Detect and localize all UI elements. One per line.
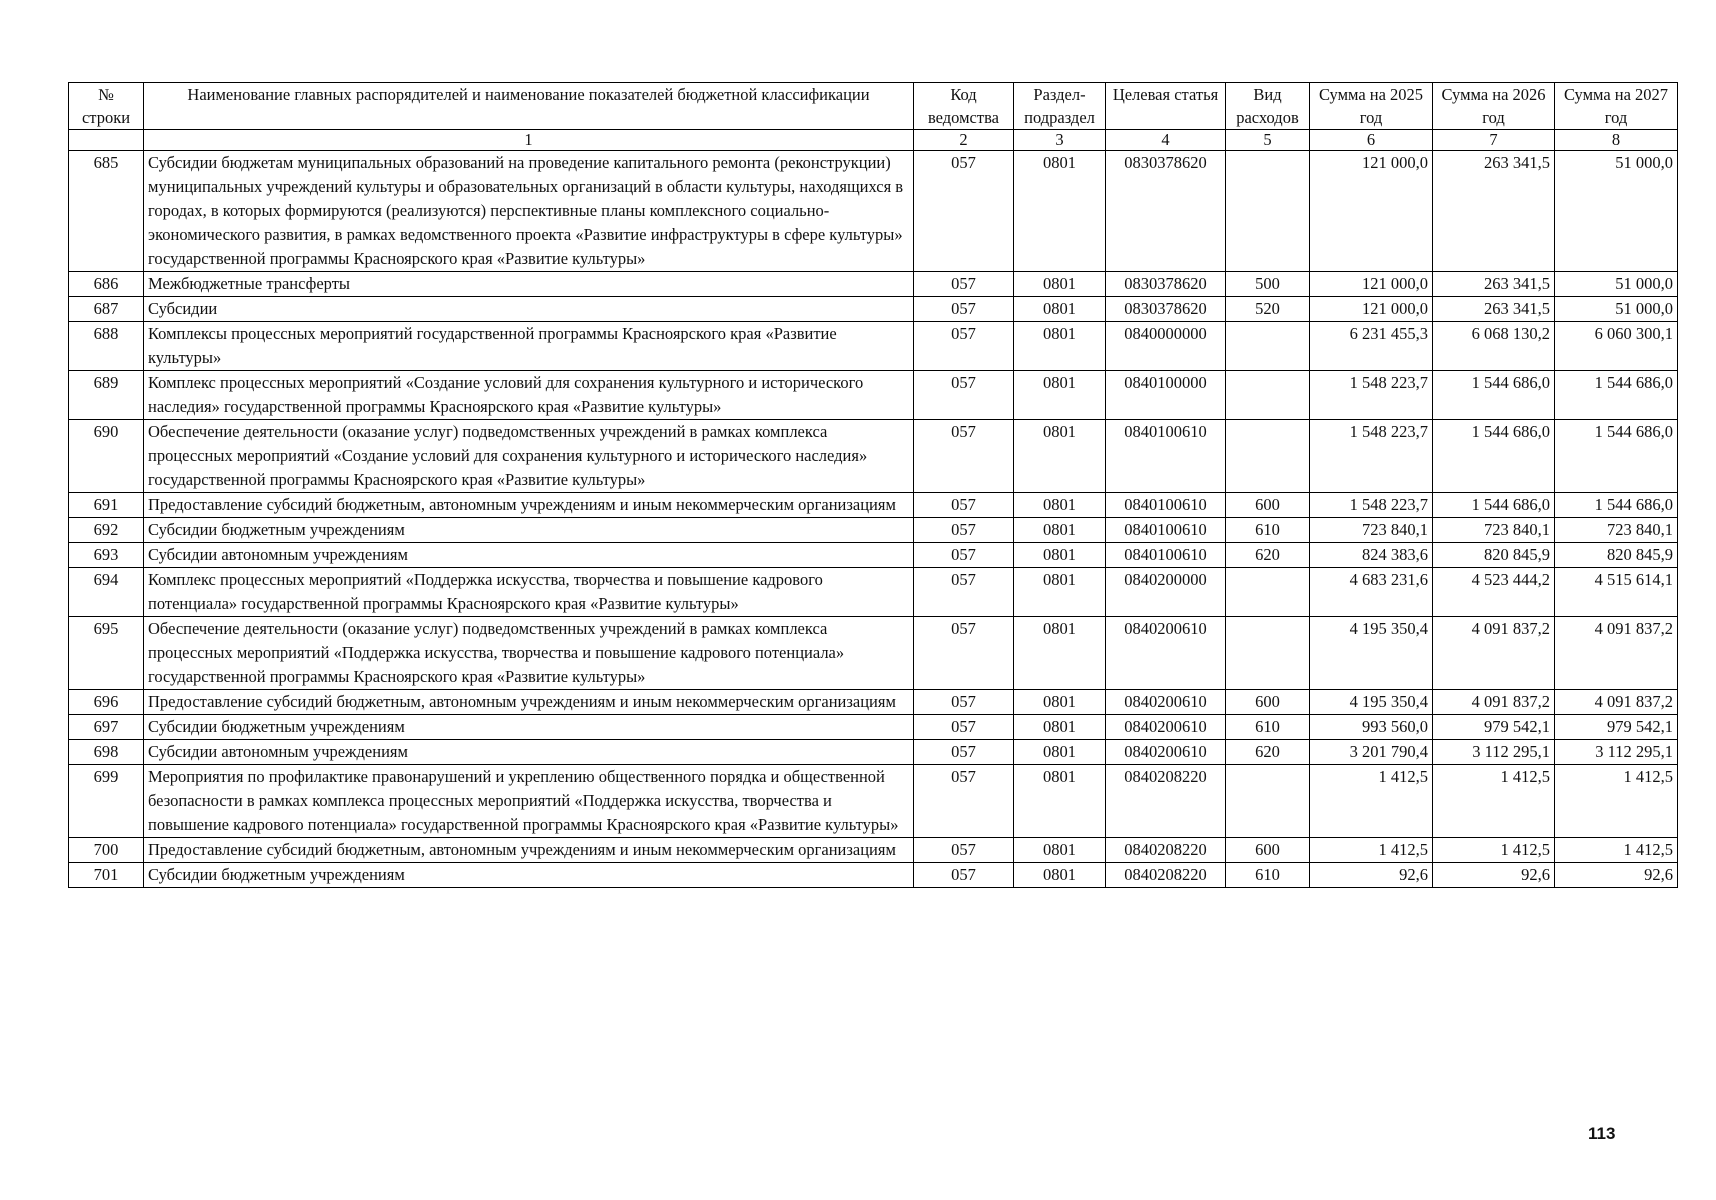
sum-2026-cell: 1 412,5 [1433,838,1555,863]
expense-type-cell: 600 [1226,493,1310,518]
column-number: 2 [914,130,1014,151]
expense-type-cell: 620 [1226,740,1310,765]
expense-type-cell: 610 [1226,518,1310,543]
column-number: 8 [1555,130,1678,151]
column-number: 3 [1014,130,1106,151]
dept-code-cell: 057 [914,297,1014,322]
header-row-number: № строки [69,83,144,130]
name-cell: Субсидии бюджетным учреждениям [144,715,914,740]
sum-2027-cell: 51 000,0 [1555,297,1678,322]
target-cell: 0840208220 [1106,765,1226,838]
sum-2025-cell: 92,6 [1310,863,1433,888]
sum-2026-cell: 92,6 [1433,863,1555,888]
section-cell: 0801 [1014,690,1106,715]
table-row [69,740,1678,765]
target-cell: 0840100610 [1106,420,1226,493]
sum-2026-cell: 4 091 837,2 [1433,690,1555,715]
dept-code-cell: 057 [914,715,1014,740]
section-cell: 0801 [1014,518,1106,543]
column-number [69,130,144,151]
table-row [69,371,1678,420]
sum-2025-cell: 4 683 231,6 [1310,568,1433,617]
name-cell: Межбюджетные трансферты [144,272,914,297]
row-number-cell: 696 [69,690,144,715]
sum-2027-cell: 1 544 686,0 [1555,420,1678,493]
name-cell: Обеспечение деятельности (оказание услуг) подведомственных учреждений в рамках комплекса процессных мероприятий «Создание условий для сохранения культурного и исторического наследия» государственной программы Красноярского края «Развитие культуры» [144,420,914,493]
section-cell: 0801 [1014,371,1106,420]
section-cell: 0801 [1014,420,1106,493]
target-cell: 0840100610 [1106,493,1226,518]
row-number-cell: 701 [69,863,144,888]
section-cell: 0801 [1014,740,1106,765]
header-target: Целевая статья [1106,83,1226,130]
name-cell: Субсидии бюджетам муниципальных образований на проведение капитального ремонта (реконструкции) муниципальных учреждений культуры и образовательных организаций в области культуры, находящихся в городах, в которых формируются (реализуются) перспективные планы комплексного социально-экономического развития, в рамках ведомственного проекта «Развитие инфраструктуры в сфере культуры» государственной программы Красноярского края «Развитие культуры» [144,151,914,272]
sum-2027-cell: 979 542,1 [1555,715,1678,740]
section-cell: 0801 [1014,863,1106,888]
dept-code-cell: 057 [914,493,1014,518]
sum-2026-cell: 6 068 130,2 [1433,322,1555,371]
table-row [69,838,1678,863]
sum-2027-cell: 1 544 686,0 [1555,371,1678,420]
sum-2025-cell: 121 000,0 [1310,151,1433,272]
sum-2026-cell: 1 544 686,0 [1433,420,1555,493]
sum-2026-cell: 979 542,1 [1433,715,1555,740]
expense-type-cell: 610 [1226,715,1310,740]
sum-2026-cell: 4 523 444,2 [1433,568,1555,617]
section-cell: 0801 [1014,297,1106,322]
row-number-cell: 687 [69,297,144,322]
row-number-cell: 697 [69,715,144,740]
dept-code-cell: 057 [914,568,1014,617]
dept-code-cell: 057 [914,543,1014,568]
name-cell: Субсидии автономным учреждениям [144,543,914,568]
target-cell: 0840208220 [1106,838,1226,863]
target-cell: 0840200610 [1106,740,1226,765]
table-header [69,83,1678,151]
name-cell: Комплекс процессных мероприятий «Создание условий для сохранения культурного и исторического наследия» государственной программы Красноярского края «Развитие культуры» [144,371,914,420]
sum-2025-cell: 3 201 790,4 [1310,740,1433,765]
sum-2026-cell: 263 341,5 [1433,151,1555,272]
sum-2027-cell: 4 515 614,1 [1555,568,1678,617]
section-cell: 0801 [1014,838,1106,863]
table-row [69,765,1678,838]
expense-type-cell [1226,151,1310,272]
column-number: 1 [144,130,914,151]
expense-type-cell: 610 [1226,863,1310,888]
name-cell: Обеспечение деятельности (оказание услуг) подведомственных учреждений в рамках комплекса процессных мероприятий «Поддержка искусства, творчества и повышение кадрового потенциала» государственной программы Красноярского края «Развитие культуры» [144,617,914,690]
name-cell: Предоставление субсидий бюджетным, автономным учреждениям и иным некоммерческим организациям [144,493,914,518]
column-number: 6 [1310,130,1433,151]
sum-2027-cell: 820 845,9 [1555,543,1678,568]
sum-2026-cell: 263 341,5 [1433,272,1555,297]
table-row [69,151,1678,272]
dept-code-cell: 057 [914,863,1014,888]
table-row [69,518,1678,543]
section-cell: 0801 [1014,543,1106,568]
column-number: 7 [1433,130,1555,151]
header-expense-type: Вид расходов [1226,83,1310,130]
expense-type-cell: 500 [1226,272,1310,297]
row-number-cell: 695 [69,617,144,690]
row-number-cell: 698 [69,740,144,765]
sum-2027-cell: 723 840,1 [1555,518,1678,543]
row-number-cell: 686 [69,272,144,297]
sum-2026-cell: 1 412,5 [1433,765,1555,838]
target-cell: 0840100610 [1106,543,1226,568]
table-row [69,543,1678,568]
table-row [69,863,1678,888]
row-number-cell: 700 [69,838,144,863]
sum-2026-cell: 4 091 837,2 [1433,617,1555,690]
header-sum-2026: Сумма на 2026 год [1433,83,1555,130]
sum-2027-cell: 51 000,0 [1555,272,1678,297]
table-row [69,617,1678,690]
expense-type-cell: 600 [1226,690,1310,715]
row-number-cell: 690 [69,420,144,493]
row-number-cell: 694 [69,568,144,617]
row-number-cell: 689 [69,371,144,420]
sum-2025-cell: 1 412,5 [1310,765,1433,838]
target-cell: 0840000000 [1106,322,1226,371]
dept-code-cell: 057 [914,740,1014,765]
target-cell: 0840100610 [1106,518,1226,543]
header-sum-2027: Сумма на 2027 год [1555,83,1678,130]
sum-2027-cell: 1 544 686,0 [1555,493,1678,518]
sum-2025-cell: 121 000,0 [1310,297,1433,322]
column-number: 4 [1106,130,1226,151]
table-row [69,297,1678,322]
table-row [69,420,1678,493]
dept-code-cell: 057 [914,151,1014,272]
row-number-cell: 685 [69,151,144,272]
sum-2025-cell: 824 383,6 [1310,543,1433,568]
target-cell: 0840208220 [1106,863,1226,888]
name-cell: Субсидии бюджетным учреждениям [144,518,914,543]
header-name: Наименование главных распорядителей и наименование показателей бюджетной классификации [144,83,914,130]
sum-2026-cell: 263 341,5 [1433,297,1555,322]
expense-type-cell [1226,322,1310,371]
dept-code-cell: 057 [914,765,1014,838]
section-cell: 0801 [1014,322,1106,371]
table-row [69,690,1678,715]
sum-2025-cell: 1 548 223,7 [1310,493,1433,518]
header-section: Раздел-подраздел [1014,83,1106,130]
sum-2027-cell: 1 412,5 [1555,765,1678,838]
target-cell: 0840200610 [1106,617,1226,690]
target-cell: 0840200000 [1106,568,1226,617]
table-row [69,493,1678,518]
sum-2025-cell: 6 231 455,3 [1310,322,1433,371]
sum-2027-cell: 92,6 [1555,863,1678,888]
row-number-cell: 693 [69,543,144,568]
dept-code-cell: 057 [914,617,1014,690]
header-sum-2025: Сумма на 2025 год [1310,83,1433,130]
expense-type-cell [1226,568,1310,617]
sum-2027-cell: 51 000,0 [1555,151,1678,272]
target-cell: 0830378620 [1106,297,1226,322]
sum-2026-cell: 1 544 686,0 [1433,371,1555,420]
header-dept-code: Код ведомства [914,83,1014,130]
dept-code-cell: 057 [914,420,1014,493]
target-cell: 0840200610 [1106,715,1226,740]
sum-2025-cell: 1 548 223,7 [1310,420,1433,493]
target-cell: 0840100000 [1106,371,1226,420]
expense-type-cell [1226,371,1310,420]
name-cell: Субсидии автономным учреждениям [144,740,914,765]
row-number-cell: 691 [69,493,144,518]
sum-2027-cell: 6 060 300,1 [1555,322,1678,371]
row-number-cell: 688 [69,322,144,371]
expense-type-cell: 600 [1226,838,1310,863]
table-body [69,151,1678,888]
sum-2027-cell: 3 112 295,1 [1555,740,1678,765]
name-cell: Предоставление субсидий бюджетным, автономным учреждениям и иным некоммерческим организациям [144,690,914,715]
row-number-cell: 699 [69,765,144,838]
name-cell: Субсидии бюджетным учреждениям [144,863,914,888]
table-row [69,272,1678,297]
name-cell: Комплексы процессных мероприятий государственной программы Красноярского края «Развитие культуры» [144,322,914,371]
sum-2025-cell: 1 548 223,7 [1310,371,1433,420]
target-cell: 0830378620 [1106,272,1226,297]
sum-2027-cell: 4 091 837,2 [1555,617,1678,690]
sum-2026-cell: 3 112 295,1 [1433,740,1555,765]
dept-code-cell: 057 [914,322,1014,371]
dept-code-cell: 057 [914,690,1014,715]
sum-2025-cell: 121 000,0 [1310,272,1433,297]
sum-2027-cell: 4 091 837,2 [1555,690,1678,715]
name-cell: Предоставление субсидий бюджетным, автономным учреждениям и иным некоммерческим организациям [144,838,914,863]
budget-table [68,82,1678,888]
header-row [69,83,1678,130]
sum-2025-cell: 1 412,5 [1310,838,1433,863]
table-row [69,715,1678,740]
column-number: 5 [1226,130,1310,151]
sum-2026-cell: 1 544 686,0 [1433,493,1555,518]
sum-2026-cell: 723 840,1 [1433,518,1555,543]
page-number: 113 [1588,1124,1616,1143]
dept-code-cell: 057 [914,371,1014,420]
expense-type-cell [1226,420,1310,493]
section-cell: 0801 [1014,617,1106,690]
sum-2025-cell: 723 840,1 [1310,518,1433,543]
section-cell: 0801 [1014,715,1106,740]
expense-type-cell [1226,765,1310,838]
section-cell: 0801 [1014,568,1106,617]
sum-2025-cell: 4 195 350,4 [1310,617,1433,690]
expense-type-cell: 620 [1226,543,1310,568]
section-cell: 0801 [1014,765,1106,838]
name-cell: Мероприятия по профилактике правонарушений и укреплению общественного порядка и общественной безопасности в рамках комплекса процессных мероприятий «Поддержка искусства, творчества и повышение кадрового потенциала» государственной программы Красноярского края «Развитие культуры» [144,765,914,838]
name-cell: Субсидии [144,297,914,322]
column-number-row [69,130,1678,151]
expense-type-cell [1226,617,1310,690]
dept-code-cell: 057 [914,518,1014,543]
dept-code-cell: 057 [914,838,1014,863]
section-cell: 0801 [1014,493,1106,518]
sum-2025-cell: 4 195 350,4 [1310,690,1433,715]
table-row [69,322,1678,371]
section-cell: 0801 [1014,272,1106,297]
sum-2027-cell: 1 412,5 [1555,838,1678,863]
target-cell: 0840200610 [1106,690,1226,715]
expense-type-cell: 520 [1226,297,1310,322]
name-cell: Комплекс процессных мероприятий «Поддержка искусства, творчества и повышение кадрового потенциала» государственной программы Красноярского края «Развитие культуры» [144,568,914,617]
section-cell: 0801 [1014,151,1106,272]
dept-code-cell: 057 [914,272,1014,297]
table-row [69,568,1678,617]
sum-2026-cell: 820 845,9 [1433,543,1555,568]
row-number-cell: 692 [69,518,144,543]
target-cell: 0830378620 [1106,151,1226,272]
sum-2025-cell: 993 560,0 [1310,715,1433,740]
